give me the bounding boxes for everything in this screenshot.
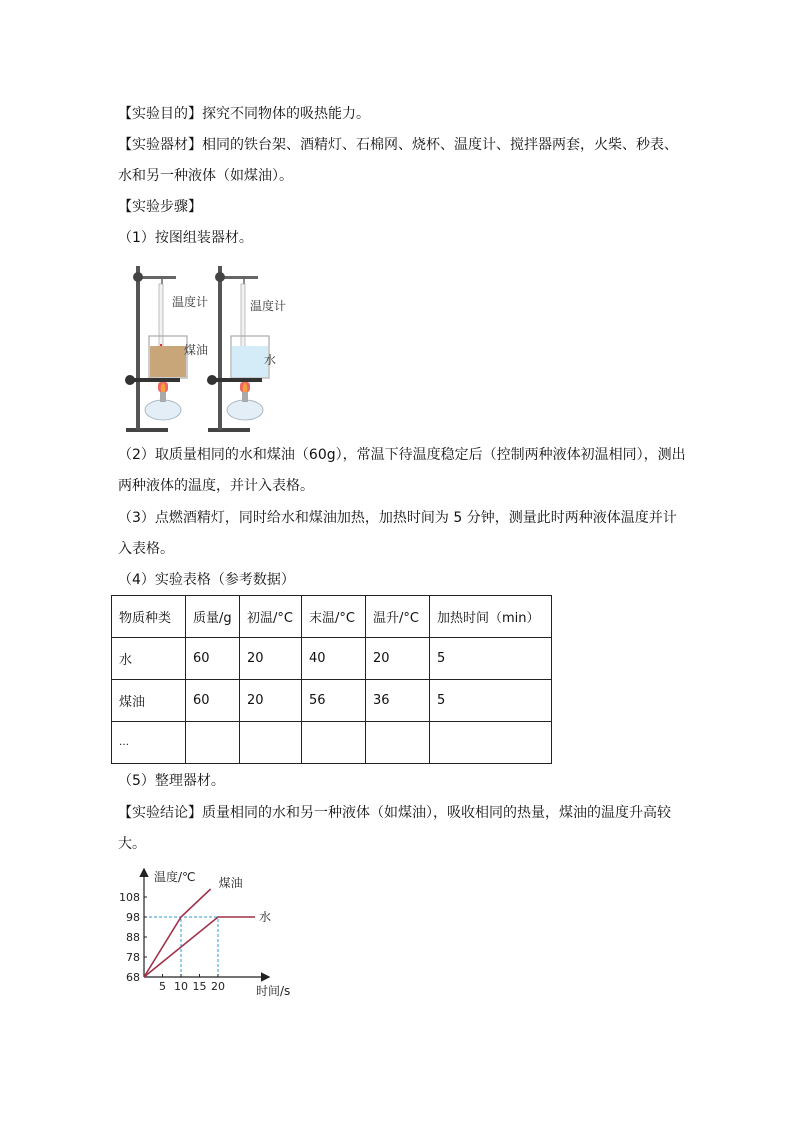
right-thermometer-label: 温度计 (250, 299, 287, 313)
step-4: （4）实验表格（参考数据） (118, 572, 295, 588)
experiment-table (111, 595, 552, 764)
conclusion-line-1: 【实验结论】质量相同的水和另一种液体（如煤油），吸收相同的热量，煤油的温度升高较 (118, 805, 671, 821)
series-line-kerosene (144, 889, 211, 977)
table-header-cell: 温升/°C (366, 596, 430, 638)
table-cell: 20 (240, 638, 302, 680)
table-row (112, 722, 552, 764)
conclusion-line-2: 大。 (118, 836, 146, 852)
x-tick-label: 15 (192, 980, 207, 993)
table-header-row (112, 596, 552, 638)
y-tick-label: 98 (126, 911, 140, 924)
table-row (112, 680, 552, 722)
step-3-line-1: （3）点燃酒精灯，同时给水和煤油加热，加热时间为 5 分钟，测量此时两种液体温度并计 (118, 510, 677, 526)
right-alcohol-lamp (227, 400, 263, 420)
table-header-cell: 初温/°C (240, 596, 302, 638)
table-row (112, 638, 552, 680)
y-tick-label: 78 (126, 951, 140, 964)
step-2-line-1: （2）取质量相同的水和煤油（60g），常温下待温度稳定后（控制两种液体初温相同），测出 (118, 447, 686, 463)
y-tick-label: 108 (119, 891, 140, 904)
table-cell (186, 722, 240, 764)
step-2-line-2: 两种液体的温度，并计入表格。 (118, 478, 314, 494)
table-cell: 60 (186, 680, 240, 722)
x-tick-label: 20 (211, 980, 225, 993)
step-5: （5）整理器材。 (118, 773, 225, 789)
table-header-cell: 加热时间（min） (430, 596, 552, 638)
steps-title: 【实验步骤】 (118, 199, 202, 215)
table-cell: … (112, 722, 186, 764)
table-cell: 水 (112, 638, 186, 680)
table-cell: 20 (366, 638, 430, 680)
table-cell: 40 (302, 638, 366, 680)
left-liquid (150, 346, 186, 377)
table-cell (302, 722, 366, 764)
series-line-water (144, 917, 255, 977)
table-cell (366, 722, 430, 764)
series-label-kerosene: 煤油 (218, 876, 243, 890)
temperature-time-chart (118, 862, 318, 1002)
table-cell: 20 (240, 680, 302, 722)
table-cell (430, 722, 552, 764)
y-axis-label: 温度/℃ (154, 870, 196, 884)
left-liquid-label: 煤油 (184, 343, 209, 357)
right-liquid-label: 水 (264, 353, 277, 367)
origin-label: 68 (126, 971, 140, 984)
y-tick-label: 88 (126, 931, 140, 944)
right-stand (207, 266, 269, 432)
series-label-water: 水 (259, 910, 272, 924)
table-cell (240, 722, 302, 764)
table-cell: 煤油 (112, 680, 186, 722)
x-tick-label: 10 (174, 980, 188, 993)
table-header-cell: 末温/°C (302, 596, 366, 638)
experiment-purpose: 【实验目的】探究不同物体的吸热能力。 (118, 106, 370, 122)
step-3-line-2: 入表格。 (118, 541, 174, 557)
left-alcohol-lamp (145, 400, 181, 420)
left-stand (125, 266, 187, 432)
apparatus-figure (118, 258, 298, 434)
x-axis-label: 时间/s (256, 984, 291, 998)
step-1: （1）按图组装器材。 (118, 230, 253, 246)
equipment-line-1: 【实验器材】相同的铁台架、酒精灯、石棉网、烧杯、温度计、搅拌器两套，火柴、秒表、 (118, 137, 678, 153)
table-cell: 60 (186, 638, 240, 680)
table-cell: 56 (302, 680, 366, 722)
table-header-cell: 物质种类 (112, 596, 186, 638)
equipment-line-2: 水和另一种液体（如煤油）。 (118, 168, 293, 184)
right-liquid (232, 346, 268, 377)
x-tick-label: 5 (159, 980, 166, 993)
table-cell: 36 (366, 680, 430, 722)
table-cell: 5 (430, 680, 552, 722)
table-cell: 5 (430, 638, 552, 680)
left-thermometer-label: 温度计 (172, 295, 209, 309)
table-header-cell: 质量/g (186, 596, 240, 638)
